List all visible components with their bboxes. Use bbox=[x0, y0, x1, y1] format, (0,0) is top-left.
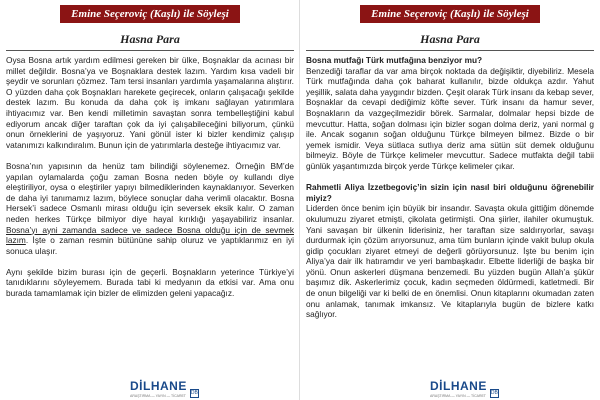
right-question-2: Rahmetli Aliya İzzetbegoviç’in sizin için nasıl biri olduğunu öğrenebilir miyiz? bbox=[306, 182, 594, 203]
left-logo-text: DİLHANE bbox=[130, 379, 187, 393]
left-body bbox=[6, 55, 294, 299]
left-underlined-sentence: Bosna’yı ayni zamanda sadece ve sadece Bosna olduğu için de sevmek lazım bbox=[6, 224, 294, 246]
right-publisher-logo bbox=[430, 377, 499, 398]
right-logo-mark-icon: DB bbox=[490, 390, 498, 396]
right-running-header bbox=[360, 5, 540, 23]
right-logo-text: DİLHANE bbox=[430, 379, 487, 393]
left-paragraph-2-b: . İşte o zaman resmin bütününe sahip oluruz ve yaptıklarımız en iyi sonuca ulaşır. bbox=[6, 235, 294, 256]
left-logo-mark-icon: DB bbox=[190, 390, 198, 396]
right-answer-2: Liderden önce benim için büyük bir insandır. Savaşta okula gittiğim dönemde okulumuzu ziyaret etmişti, çikolata getirmişti. Ona şiirler, ilahiler okumuştuk. Yani savaşan bir ülkenin liderisiniz, her taraftan size saldırıyorlar, savaşı durdurmak için çözüm arıyorsunuz, ama tüm bunların içinde vakit bulup okula gidip çocukları ziyaret etmeyi de değerli görüyorsunuz. İşte bu benim için Aliya’ya dair ilk hatıramdır ve yeri bambaşkadır. Elbette liderliği de başka bir yönü. Onun askerleri düşmana benzemedi. Bu yüzden bugün Allah’a şükür başımız dik. Askerlerimiz çocuk, kadın seçmeden öldürmedi, katletmedi. Bir de onun bilgeliği var ki belki de en önemlisi. Onun kitaplarını okumadan zaten onu anlamak, tanımak imkansız. Ve kitaplarıyla bugün de bizlere katkı sağlıyor. bbox=[306, 203, 594, 320]
right-question-1: Bosna mutfağı Türk mutfağına benziyor mu? bbox=[306, 55, 483, 65]
left-running-header bbox=[60, 5, 240, 23]
right-title-rule bbox=[306, 50, 594, 51]
left-paragraph-2 bbox=[6, 161, 294, 256]
left-logo-subtext: ARAŞTIRMA — YAYIN — TİCARET bbox=[130, 394, 186, 398]
right-page bbox=[300, 0, 600, 400]
right-logo-subtext: ARAŞTIRMA — YAYIN — TİCARET bbox=[430, 394, 486, 398]
right-answer-1: Benzediği taraflar da var ama birçok noktada da değişiktir, diyebiliriz. Mesela Türk mutfağında daha çok baharat kullanılır, bizde oldukça azdır. Yahut yeşillik, salata daha yaygındır bizden. Çeşit olarak Türk insanı da kebap sever, Boşnaklar da cevapi dediğimiz köfte sever. Türk insanı da hamur sever, Boşnakların da vazgeçilmezidir börek. Sarmalar, dolmalar hepsi bizde de mevcuttur. Hatta, soğan dolması için bizler sogan dolma deriz, yani normal g ile. Ancak soganın soğan olduğunu Türkçe bilmeyen bilmez. Bizde o bir yemek ismidir. Veya sütlaca sutlıya deriz ama sütün süt demek olduğunu bilmeyiz. Böyle de Türkçe kelimeler mevcuttur. Sadece mutfakta değil tabii günlük yaşantımızda birçok yerde Türkçe kelimeler çıkar. bbox=[306, 65, 594, 171]
left-author-name: Hasna Para bbox=[120, 32, 180, 46]
left-paragraph-1: Oysa Bosna artık yardım edilmesi gereken bir ülke, Boşnaklar da acınası bir millet değildir. Bosna’ya ve Boşnaklara destek lazım. Yardım kısa vadeli bir şeydir ve sorunları çözmez. Tam tersi insanları yardımla yaşamalarına alıştırır. O yüzden daha çok Boşnakları harekete geçirecek, onların çalışacağı şekilde destek lazım. Bu konuda da daha çok iş imkanı sağlayan yatırımlara ihtiyacımız var. Ben kendi milletimin savaştan sonra tembelleştiğini kabul ediyorum ancak diğer taraftan çok da iyi çalışabileceğini biliyorum, çünkü onun örneklerini de yaşıyoruz. Yani gönül ister ki bizler kendimiz çalışıp vatanımızı kalkındıralım. Bunun için de yatırımlarla desteğe ihtiyacımız var. bbox=[6, 55, 294, 150]
left-publisher-logo bbox=[130, 377, 199, 398]
left-paragraph-2-a: Bosna’nın yapısının da henüz tam bilindiği söylenemez. Örneğin BM’de yapılan oylamalarda çoğu zaman Bosna neden böyle oy kullandı diye eleştiriliyor, oysa o eleştiriler yapıyı bilmediklerinden kaynaklanıyor. Severken de daha iyi tanımamız lazım, böylece sonuçlar daha verimli olacaktır. Bosna Hersek’i sadece Osmanlı mirası olduğu için seversek eksik kalır. O zaman neden herkes Türkçe bilmiyor diye hayal kırıklığı yaşayabiliriz insanlar. bbox=[6, 160, 294, 224]
left-paragraph-3: Aynı şekilde bizim burası için de geçerli. Boşnakların yeterince Türkiye’yi tanıdıklarını söyleyemem. Burada tabi ki medyanın da etkisi var. Ama onu burada tamamlamak için bizler de elimizden geleni yapacağız. bbox=[6, 266, 294, 299]
right-header-title: Emine Seçeroviç (Kaşlı) ile Söyleşi bbox=[371, 8, 529, 20]
left-header-title: Emine Seçeroviç (Kaşlı) ile Söyleşi bbox=[71, 8, 229, 20]
right-author-name: Hasna Para bbox=[420, 32, 480, 46]
left-title-rule bbox=[6, 50, 294, 51]
right-body bbox=[306, 55, 594, 320]
